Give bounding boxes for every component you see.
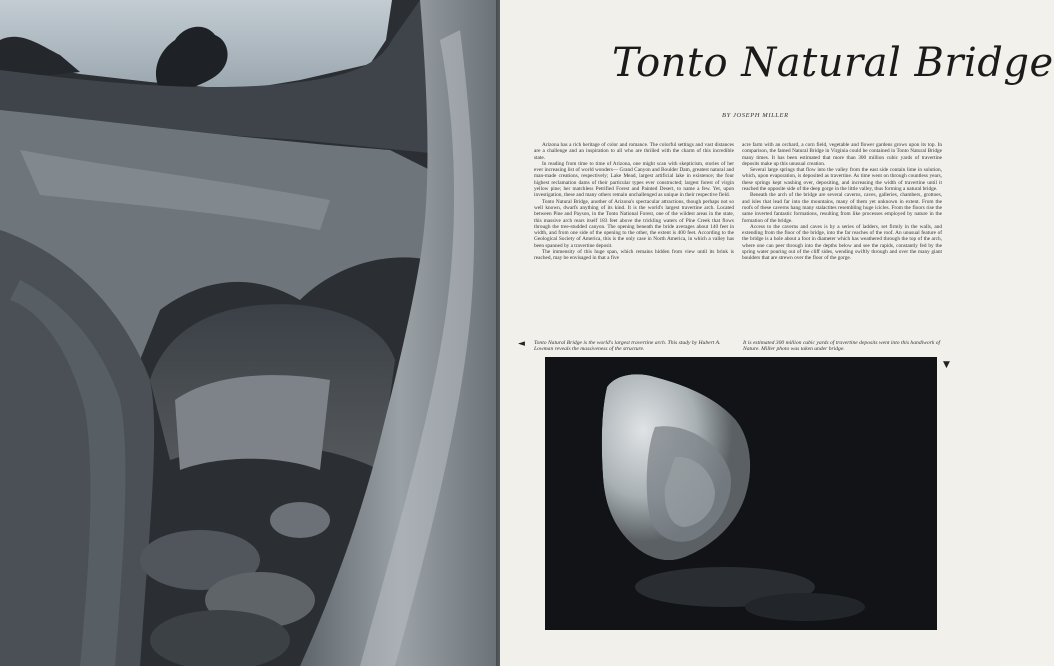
left-photo-page — [0, 0, 500, 666]
paragraph: Several large springs that flow into the valley from the east side contain lime in solution, which, upon evaporation, is deposited as travertine. As time went on through countless years, these springs kept washing over, depositing, and increasing the width of travertine until it reached the opposite side of the deep gorge in the little valley, thus forming a natural bridge. — [742, 167, 942, 193]
arch-photograph-lowman — [0, 0, 500, 666]
text-column-left — [534, 142, 734, 262]
cave-opening-image — [545, 357, 937, 630]
paragraph: Access to the caverns and caves is by a series of ladders, set firmly in the walls, and extending from the floor of the bridge, into the far reaches of the roof. An unusual feature of the bridge is a hole about a foot in diameter which has weathered through the top of the arch, where one can peer through into the depths below and see the rapids, constantly fed by the spring water pouring out of the cliff sides, wending swiftly through and over the many giant boulders that are strewn over the floor of the gorge. — [742, 223, 942, 262]
article-byline: BY JOSEPH MILLER — [722, 112, 789, 119]
paragraph: Tonto Natural Bridge, another of Arizona's spectacular attractions, though perhaps not so well known, dwarfs anything of its kind. It is the world's largest travertine arch. Located between Pine and Payson, in the Tonto National Forest, one of the wildest areas in the state, this massive arch rears itself 183 feet above the trickling waters of Pine Creek that flows through the tree-studded canyon. The opening beneath the bride averages about 140 feet in width, and from one side of the opening to the other, the extent is 400 feet. According to the Geological Society of America, this is the only case in North America, in which a valley has been spanned by a travertine deposit. — [534, 198, 734, 249]
arrow-down-icon: ▼ — [943, 360, 950, 370]
paragraph: Beneath the arch of the bridge are several caverns, caves, galleries, chambers, grottoes, and isles that lead far into the mountains, many of them yet unknown in extent. From the roofs of these caverns hang many stalactites resembling huge icicles. From the floors rise the same inverted fantastic formations, resulting from like processes employed by nature in the formation of the bridge. — [742, 192, 942, 224]
arrow-left-icon: ◄ — [518, 339, 525, 349]
article-title: Tonto Natural Bridge — [612, 40, 1054, 86]
right-article-page — [500, 0, 1054, 666]
under-bridge-photograph — [545, 357, 937, 630]
text-column-right — [742, 142, 942, 262]
caption-right-photo: It is estimated 300 million cubic yards of travertine deposits went into this handiwork of Nature. Miller photo was taken under bridge. — [743, 340, 941, 353]
paragraph: The immensity of this huge span, which remains hidden from view until its brink is reached, may be envisaged in that a five — [534, 249, 734, 262]
paragraph: In reading from time to time of Arizona, one might scan with skepticism, stories of her ever increasing list of world wonders— Grand Canyon and Boulder Dam, greatest natural and man-made creations, respectively; Lake Mead, largest artificial lake in existence; the four highest reclamation dams of their particular types ever constructed; largest forest of virgin yellow pine; her matchless Petrified Forest and Painted Desert, to name a few. Yet, upon investigation, these and many others remain unchallenged as unique in their respective field. — [534, 160, 734, 199]
paragraph: Arizona has a rich heritage of color and romance. The colorful settings and vast distances are a challenge and an inspiration to all who are thrilled with the charm of this incredible state. — [534, 142, 734, 161]
caption-left-photo: Tonto Natural Bridge is the world's largest travertine arch. This study by Hubert A. Lowman reveals the massiveness of the structure. — [534, 340, 721, 353]
paragraph: acre farm with an orchard, a corn field, vegetable and flower gardens grows upon its top. In comparison, the famed Natural Bridge in Virginia could be contained in Tonto Natural Bridge many times. It has been estimated that more than 300 million cubic yards of travertine deposits make up this unusual creation. — [742, 142, 942, 167]
